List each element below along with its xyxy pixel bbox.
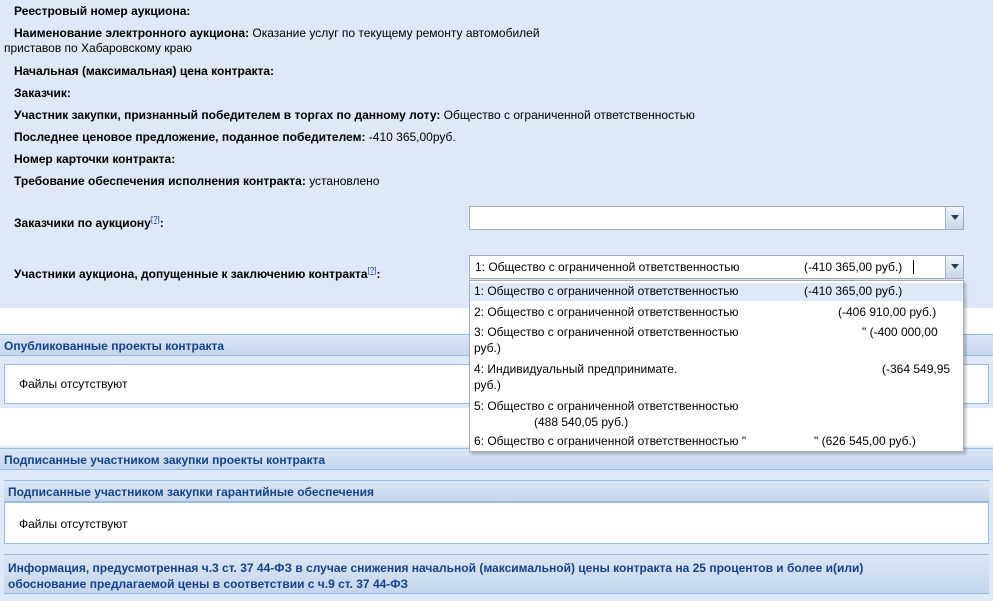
winner-value: Общество с ограниченной ответственностью (443, 108, 695, 122)
dropdown-item-6[interactable] (470, 433, 963, 451)
customers-field-label: Заказчики по аукциону (14, 216, 151, 230)
dropdown-item-2[interactable] (470, 304, 963, 322)
signed-guarantee-empty: Файлы отсутствуют (19, 517, 128, 531)
participants-combobox-amount: (-410 365,00 руб.) (804, 260, 903, 274)
guarantee-label: Требование обеспечения исполнения контракта: (14, 174, 306, 188)
customer-label: Заказчик: (14, 86, 71, 100)
dropdown-item-amount: (-364 549,95 (882, 362, 951, 376)
dropdown-item-amount: (-410 365,00 руб.) (804, 284, 903, 298)
participants-field-row (14, 263, 380, 282)
dropdown-item-text: 2: Общество с ограниченной ответственностью (474, 305, 739, 319)
registry-number-label: Реестровый номер аукциона: (14, 4, 191, 18)
chevron-down-icon[interactable] (945, 256, 963, 278)
customers-combobox[interactable] (469, 206, 964, 230)
published-projects-empty: Файлы отсутствуют (19, 377, 128, 391)
auction-name-value-cont (4, 40, 192, 56)
dropdown-item-text-cont: руб.) (474, 341, 501, 355)
dropdown-item-3[interactable] (470, 324, 963, 358)
auction-name-label: Наименование электронного аукциона: (14, 26, 250, 40)
signed-projects-title: Подписанные участником закупки проекты контракта (4, 453, 326, 467)
participants-combobox-value: 1: Общество с ограниченной ответственностью (475, 260, 740, 274)
info-25-percent-title-line2: обоснование предлагаемой цены в соответствии с ч.9 ст. 37 44-ФЗ (8, 577, 409, 591)
dropdown-item-amount: " (-400 000,00 (862, 325, 938, 339)
start-price-label: Начальная (максимальная) цена контракта: (14, 64, 275, 78)
guarantee-row (14, 173, 379, 189)
customer-row (14, 85, 71, 101)
customers-colon: : (159, 216, 164, 230)
dropdown-item-text-cont: (488 540,05 руб.) (534, 415, 629, 429)
dropdown-item-text: 1: Общество с ограниченной ответственностью (474, 284, 739, 298)
text-cursor (913, 260, 914, 274)
auction-name-value: Оказание услуг по текущему ремонту автомобилей (252, 26, 540, 40)
dropdown-item-5[interactable] (470, 398, 963, 432)
dropdown-item-text: 5: Общество с ограниченной ответственностью (474, 399, 739, 413)
guarantee-value: установлено (309, 174, 380, 188)
participants-help-link[interactable]: [?] (367, 266, 377, 275)
dropdown-item-4[interactable] (470, 361, 963, 395)
winner-row (14, 107, 695, 123)
chevron-down-icon[interactable] (945, 207, 963, 229)
signed-guarantee-title: Подписанные участником закупки гарантийные обеспечения (8, 485, 375, 499)
dropdown-item-text: 4: Индивидуальный предпринимате. (474, 362, 678, 376)
participants-dropdown-list[interactable] (469, 280, 964, 452)
customers-help-link[interactable]: [?] (150, 215, 160, 224)
dropdown-item-amount: (-406 910,00 руб.) (838, 305, 937, 319)
auction-name-value-line2: приставов по Хабаровскому краю (4, 41, 192, 55)
dropdown-item-text-cont: руб.) (474, 378, 501, 392)
contract-card-row (14, 151, 175, 167)
contract-card-label: Номер карточки контракта: (14, 152, 176, 166)
info-25-percent-title-line1: Информация, предусмотренная ч.3 ст. 37 44-ФЗ в случае снижения начальной (максимальной) цены контракта на 25 процентов и более и(или) (8, 561, 864, 575)
dropdown-item-text: 6: Общество с ограниченной ответственностью " (474, 434, 747, 448)
customers-field-row (14, 212, 164, 231)
last-offer-label: Последнее ценовое предложение, поданное победителем: (14, 130, 366, 144)
last-offer-row (14, 129, 456, 145)
signed-guarantee-body (4, 502, 989, 544)
registry-number-row (14, 3, 190, 19)
dropdown-item-text: 3: Общество с ограниченной ответственностью (474, 325, 739, 339)
start-price-row (14, 63, 274, 79)
dropdown-item-amount: " (626 545,00 руб.) (814, 434, 916, 448)
participants-field-label: Участники аукциона, допущенные к заключению контракта (14, 267, 368, 281)
participants-combobox[interactable] (469, 255, 964, 279)
last-offer-value: -410 365,00руб. (368, 130, 456, 144)
winner-label: Участник закупки, признанный победителем в торгах по данному лоту: (14, 108, 441, 122)
published-projects-title: Опубликованные проекты контракта (4, 339, 225, 353)
info-25-percent-header[interactable] (4, 554, 989, 594)
auction-name-row (14, 25, 614, 41)
dropdown-item-1[interactable] (470, 283, 963, 301)
signed-guarantee-header[interactable] (4, 480, 989, 502)
participants-colon: : (376, 267, 381, 281)
